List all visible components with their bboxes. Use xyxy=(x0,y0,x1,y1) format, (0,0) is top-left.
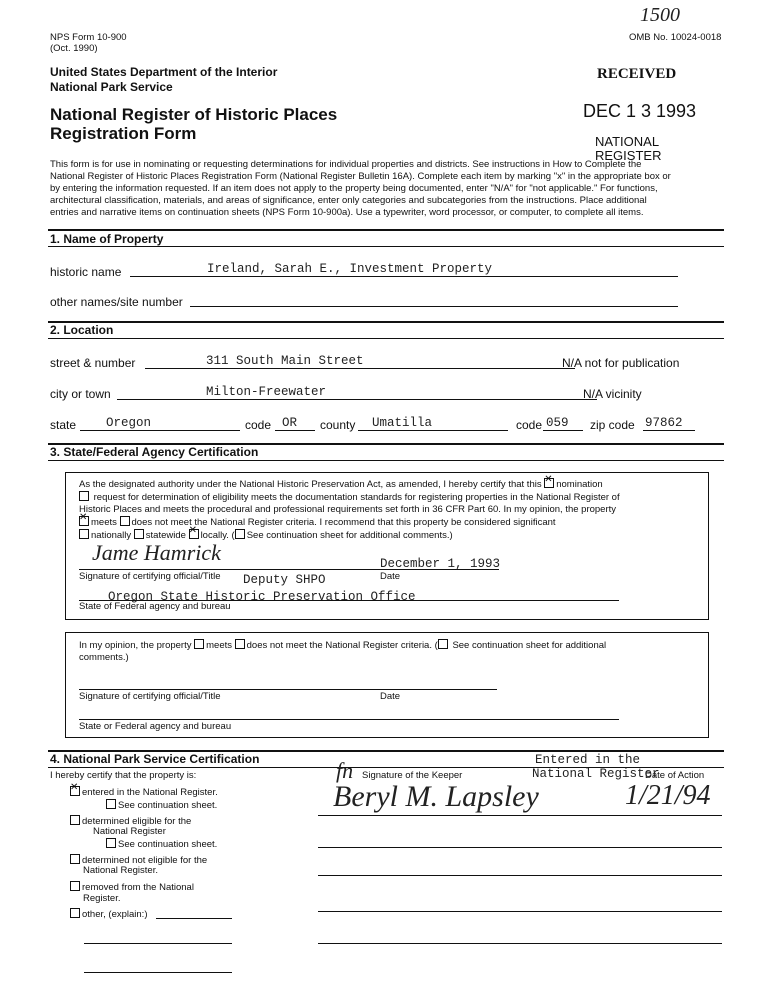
removed-line2: Register. xyxy=(83,893,121,904)
keeper-signature: Beryl M. Lapsley xyxy=(333,780,539,813)
certification-text: As the designated authority under the National Historic Preservation Act, as amended, I hereby certify that this ✕ nomination request for determination of eligibility meets the documentation standards for registering properties in the National Register of Historic Places and meets the procedural and professional requirements set forth in 36 CFR Part 60. In my opinion, the property ✕meets does not meet the National Register criteria. I recommend that this property be considered significant nationally statewide ✕ locally. ( See continuation sheet for additional comments.) xyxy=(79,478,704,542)
opinion-continuation-checkbox[interactable] xyxy=(438,639,448,649)
omb-number: OMB No. 10024-0018 xyxy=(629,32,722,43)
service: National Park Service xyxy=(50,80,173,94)
state-code-value[interactable]: OR xyxy=(282,416,298,430)
signature2-line[interactable] xyxy=(79,689,497,690)
continuation-checkbox[interactable] xyxy=(235,529,245,539)
statewide-checkbox[interactable] xyxy=(134,529,144,539)
keeper-line xyxy=(318,815,722,816)
other-names-label: other names/site number xyxy=(50,295,183,309)
county-value[interactable]: Umatilla xyxy=(372,416,433,430)
keeper-line[interactable] xyxy=(318,847,722,848)
zip-label: zip code xyxy=(590,418,635,432)
received-date-stamp: DEC 1 3 1993 xyxy=(583,101,697,121)
meets-checkbox[interactable] xyxy=(79,516,89,526)
state-line xyxy=(80,430,240,431)
eligible-option[interactable]: determined eligible for the xyxy=(70,815,191,827)
eligible-line2: National Register xyxy=(93,826,166,837)
nomination-checkbox[interactable] xyxy=(544,478,554,488)
form-date: (Oct. 1990) xyxy=(50,43,98,54)
locally-checkbox[interactable] xyxy=(189,529,199,539)
date2-label: Date xyxy=(380,691,401,702)
vicinity[interactable]: N/A vicinity xyxy=(583,387,642,401)
explain-line[interactable] xyxy=(84,943,232,944)
keeper-initials: fn xyxy=(336,758,354,783)
entered-option[interactable]: ✕entered in the National Register. xyxy=(70,786,218,798)
historic-name-label: historic name xyxy=(50,265,122,279)
action-date-value[interactable]: 1/21/94 xyxy=(625,780,711,811)
city-value[interactable]: Milton-Freewater xyxy=(206,385,327,399)
section2-heading: 2. Location xyxy=(50,323,114,337)
section3-heading: 3. State/Federal Agency Certification xyxy=(50,445,259,459)
agency2-label: State or Federal agency and bureau xyxy=(79,721,232,732)
agency-value[interactable]: Oregon State Historic Preservation Office xyxy=(108,590,416,604)
form-title-line1: National Register of Historic Places xyxy=(50,105,338,124)
section-divider xyxy=(48,338,724,339)
nationally-checkbox[interactable] xyxy=(79,529,89,539)
state-label: state xyxy=(50,418,77,432)
handwritten-number: 1500 xyxy=(640,4,680,26)
county-code-value[interactable]: 059 xyxy=(546,416,569,430)
other-option[interactable]: other, (explain:) xyxy=(70,908,147,920)
removed-checkbox[interactable] xyxy=(70,881,80,891)
city-line xyxy=(117,399,597,400)
signature2-label: Signature of certifying official/Title xyxy=(79,691,221,702)
department: United States Department of the Interior xyxy=(50,65,278,79)
keeper-line[interactable] xyxy=(318,943,722,944)
opinion-not-meet-checkbox[interactable] xyxy=(235,639,245,649)
city-label: city or town xyxy=(50,387,111,401)
state-code-line xyxy=(275,430,315,431)
form-title-line2: Registration Form xyxy=(50,124,197,143)
section4-heading: 4. National Park Service Certification xyxy=(50,752,260,766)
intro-text: This form is for use in nominating or requesting determinations for individual properties and districts. See instructions in How to Complete the National Register of Historic Places Registration Form (National Register Bulletin 16A). Complete each item by marking "x" in the appropriate box or by entering the information requested. If an item does not apply to the property being documented, enter "N/A" for "not applicable." For functions, architectural classification, materials, and areas of significance, enter only categories and subcategories from the instructions. Place additional entries and narrative items on continuation sheets (NPS Form 10-900a). Use a typewriter, word processor, or computer, to complete all items. xyxy=(50,159,671,218)
entered-stamp-line2: National Register xyxy=(532,767,660,781)
state-value[interactable]: Oregon xyxy=(106,416,152,430)
section1-heading: 1. Name of Property xyxy=(50,232,164,246)
entered-stamp-line1: Entered in the xyxy=(535,753,641,767)
official-title-value[interactable]: Deputy SHPO xyxy=(243,573,326,587)
other-names-line[interactable] xyxy=(190,306,678,307)
section-divider xyxy=(48,460,724,461)
street-line xyxy=(145,368,575,369)
received-stamp: RECEIVED xyxy=(597,66,677,82)
opinion-meets-checkbox[interactable] xyxy=(194,639,204,649)
register-stamp: REGISTER xyxy=(595,148,662,163)
certifying-signature: Jame Hamrick xyxy=(92,540,221,565)
county-label: county xyxy=(320,418,356,432)
state-code-label: code xyxy=(245,418,272,432)
agency2-line[interactable] xyxy=(79,719,619,720)
not-eligible-option[interactable]: determined not eligible for the xyxy=(70,854,207,866)
does-not-meet-checkbox[interactable] xyxy=(120,516,130,526)
keeper-label: Signature of the Keeper xyxy=(362,770,463,781)
county-code-line xyxy=(543,430,583,431)
historic-name-value[interactable]: Ireland, Sarah E., Investment Property xyxy=(207,262,493,276)
other-explain-line[interactable] xyxy=(156,918,232,919)
zip-line xyxy=(643,430,695,431)
date-label: Date xyxy=(380,571,401,582)
section-divider xyxy=(48,321,724,323)
signature-label: Signature of certifying official/Title xyxy=(79,571,221,582)
national-stamp: NATIONAL xyxy=(595,134,660,149)
eligible-checkbox[interactable] xyxy=(70,815,80,825)
section-divider xyxy=(48,246,724,247)
request-checkbox[interactable] xyxy=(79,491,89,501)
see-continuation-2[interactable]: See continuation sheet. xyxy=(106,838,217,850)
not-eligible-line2: National Register. xyxy=(83,865,158,876)
opinion-text: In my opinion, the property meets does not meet the National Register criteria. ( See continuation sheet for additional comments.) xyxy=(79,640,607,663)
section-divider xyxy=(48,229,724,231)
certification-date-value[interactable]: December 1, 1993 xyxy=(380,557,501,571)
form-number: NPS Form 10-900 xyxy=(50,32,127,43)
not-for-publication[interactable]: N/A not for publication xyxy=(562,356,680,370)
historic-name-line xyxy=(130,276,678,277)
hereby-certify: I hereby certify that the property is: xyxy=(50,770,197,781)
removed-option[interactable]: removed from the National xyxy=(70,881,194,893)
agency-label: State of Federal agency and bureau xyxy=(79,601,231,612)
county-code-label: code xyxy=(516,418,543,432)
explain-line[interactable] xyxy=(84,972,232,973)
action-date-label: Date of Action xyxy=(645,770,705,781)
zip-value[interactable]: 97862 xyxy=(645,416,683,430)
street-value[interactable]: 311 South Main Street xyxy=(206,354,364,368)
street-label: street & number xyxy=(50,356,136,370)
not-eligible-checkbox[interactable] xyxy=(70,854,80,864)
county-line xyxy=(358,430,508,431)
entered-checkbox[interactable] xyxy=(70,786,80,796)
other-checkbox[interactable] xyxy=(70,908,80,918)
see-continuation-1[interactable]: See continuation sheet. xyxy=(106,799,217,811)
keeper-line[interactable] xyxy=(318,911,722,912)
keeper-line[interactable] xyxy=(318,875,722,876)
